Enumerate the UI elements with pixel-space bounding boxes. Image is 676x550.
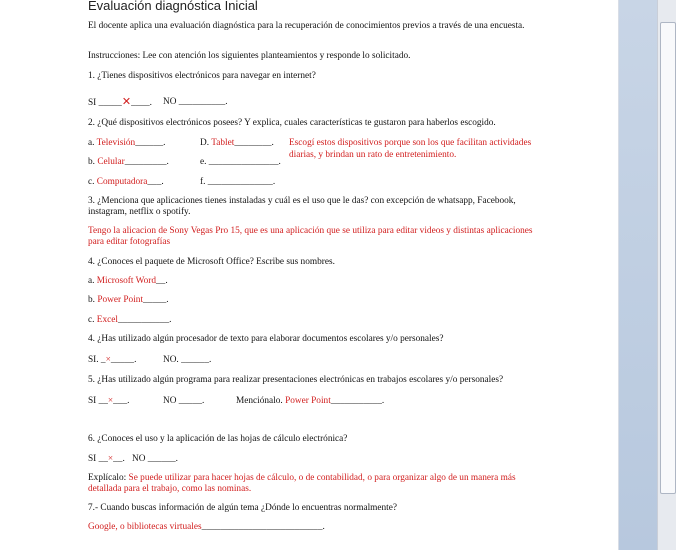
q4b-si-answer <box>88 355 136 366</box>
q2-d-answer: Tablet <box>211 138 235 148</box>
cross-mark-icon: × <box>107 396 114 406</box>
q2-d-suffix: ________. <box>234 138 274 148</box>
q4b-si-suffix: _____. <box>110 355 137 365</box>
q7-answer-suffix: __________________________. <box>201 522 325 532</box>
q2-option-b <box>88 157 169 168</box>
q4-b-prefix: b. <box>88 295 95 305</box>
question-5: 5. ¿Has utilizado algún programa para realizar presentaciones electrónicas en trabajos escolares y/o personales? <box>88 375 504 385</box>
q2-c-prefix: c. <box>88 177 95 187</box>
q1-si-prefix: SI _____ <box>88 98 122 108</box>
q2-note-line-2: diarias, y brindan un rato de entretenimiento. <box>289 150 457 160</box>
q6-si-suffix: __. <box>113 454 125 464</box>
q4-a-prefix: a. <box>88 276 95 286</box>
q2-option-e: e. _______________. <box>200 157 281 167</box>
scrollbar-thumb[interactable] <box>660 22 676 494</box>
q5-si-answer <box>88 396 129 407</box>
question-7: 7.- Cuando buscas información de algún tema ¿Dónde lo encuentras normalmente? <box>88 503 398 513</box>
q6-no-answer: NO ______. <box>132 454 178 464</box>
vertical-scrollbar[interactable] <box>657 0 676 550</box>
question-3-line-1: 3. ¿Menciona que aplicaciones tienes instaladas y cuál es el uso que le das? con excepción de whatsapp, Facebook, <box>88 196 516 206</box>
q6-si-prefix: SI __ <box>88 454 108 464</box>
q2-option-d <box>200 138 274 149</box>
question-6: 6. ¿Conoces el uso y la aplicación de las hojas de cálculo electrónica? <box>88 434 348 444</box>
q3-answer-line-2: para editar fotografías <box>88 237 171 247</box>
q6-explain-line-2: detallada para el trabajo, como las nominas. <box>88 484 252 494</box>
instructions-text: Instrucciones: Lee con atención los siguientes planteamientos y responde lo solicitado. <box>88 51 411 61</box>
q7-answer <box>88 522 325 533</box>
q5-si-suffix: ___. <box>113 396 130 406</box>
q4-c-answer: Excel <box>96 315 118 325</box>
q2-b-suffix: _________. <box>124 157 169 167</box>
q4-c-suffix: ___________. <box>117 315 172 325</box>
q7-answer-text: Google, o bibliotecas virtuales <box>88 522 202 532</box>
q2-c-answer: Computadora <box>96 177 148 187</box>
cross-mark-icon: × <box>105 355 111 365</box>
q5-mention-answer: Power Point <box>285 396 331 406</box>
q4-b-suffix: _____. <box>143 295 169 305</box>
question-4: 4. ¿Conoces el paquete de Microsoft Office? Escribe sus nombres. <box>88 257 335 267</box>
q6-explain-label: Explícalo: <box>88 473 127 483</box>
q1-si-suffix: ____. <box>131 98 152 108</box>
q2-note-line-1: Escogí estos dispositivos porque son los que facilitan actividades <box>289 138 532 148</box>
q6-explain-line-1 <box>88 473 516 484</box>
question-4b: 4. ¿Has utilizado algún procesador de texto para elaborar documentos escolares y/o personales? <box>88 334 444 344</box>
q2-a-suffix: ______. <box>135 138 166 148</box>
q5-si-prefix: SI __ <box>88 396 108 406</box>
q1-si-answer <box>88 97 152 109</box>
q2-option-f: f. ______________. <box>200 177 276 187</box>
intro-text: El docente aplica una evaluación diagnóstica para la recuperación de conocimientos previos a través de una encuesta. <box>88 21 525 31</box>
q5-mention-suffix: ___________. <box>330 396 385 406</box>
q5-mention <box>236 396 384 407</box>
q5-no-answer: NO _____. <box>163 396 205 406</box>
q2-a-prefix: a. <box>88 138 95 148</box>
q4-a-answer: Microsoft Word <box>96 276 157 286</box>
q2-d-prefix: D. <box>200 138 210 148</box>
q6-explain-answer-1: Se puede utilizar para hacer hojas de cálculo, o de contabilidad, o para organizar algo de un manera más <box>128 473 516 483</box>
q4-option-a <box>88 276 168 287</box>
q5-mention-label: Menciónalo. <box>236 396 283 406</box>
q4-c-prefix: c. <box>88 315 95 325</box>
q4b-no-answer: NO. ______. <box>163 355 212 365</box>
cross-mark-icon: ✕ <box>121 96 132 108</box>
question-2: 2. ¿Qué dispositivos electrónicos posees? Y explica, cuales características te gustaron para haberlos escogido. <box>88 118 496 128</box>
cross-mark-icon: × <box>107 454 114 464</box>
q2-option-a <box>88 138 165 149</box>
q4-a-suffix: __. <box>156 276 168 286</box>
document-title: Evaluación diagnóstica Inicial <box>88 0 258 13</box>
q2-c-suffix: ___. <box>147 177 164 187</box>
q2-a-answer: Televisión <box>96 138 136 148</box>
q2-b-prefix: b. <box>88 157 95 167</box>
q4-b-answer: Power Point <box>97 295 144 305</box>
q1-no-answer: NO __________. <box>163 97 228 107</box>
question-3-line-2: instagram, netflix o spotify. <box>88 207 191 217</box>
q4-option-c <box>88 315 171 326</box>
q2-b-answer: Celular <box>97 157 125 167</box>
workspace-background <box>619 0 657 550</box>
q4-option-b <box>88 295 169 306</box>
question-1: 1. ¿Tienes dispositivos electrónicos para navegar en internet? <box>88 71 316 81</box>
q2-option-c <box>88 177 164 188</box>
q6-si-answer <box>88 454 125 465</box>
q4b-si-prefix: SI. _ <box>88 355 106 365</box>
q3-answer-line-1: Tengo la alicacion de Sony Vegas Pro 15, que es una aplicación que se utiliza para editar videos y distintas aplicaciones <box>88 226 533 236</box>
